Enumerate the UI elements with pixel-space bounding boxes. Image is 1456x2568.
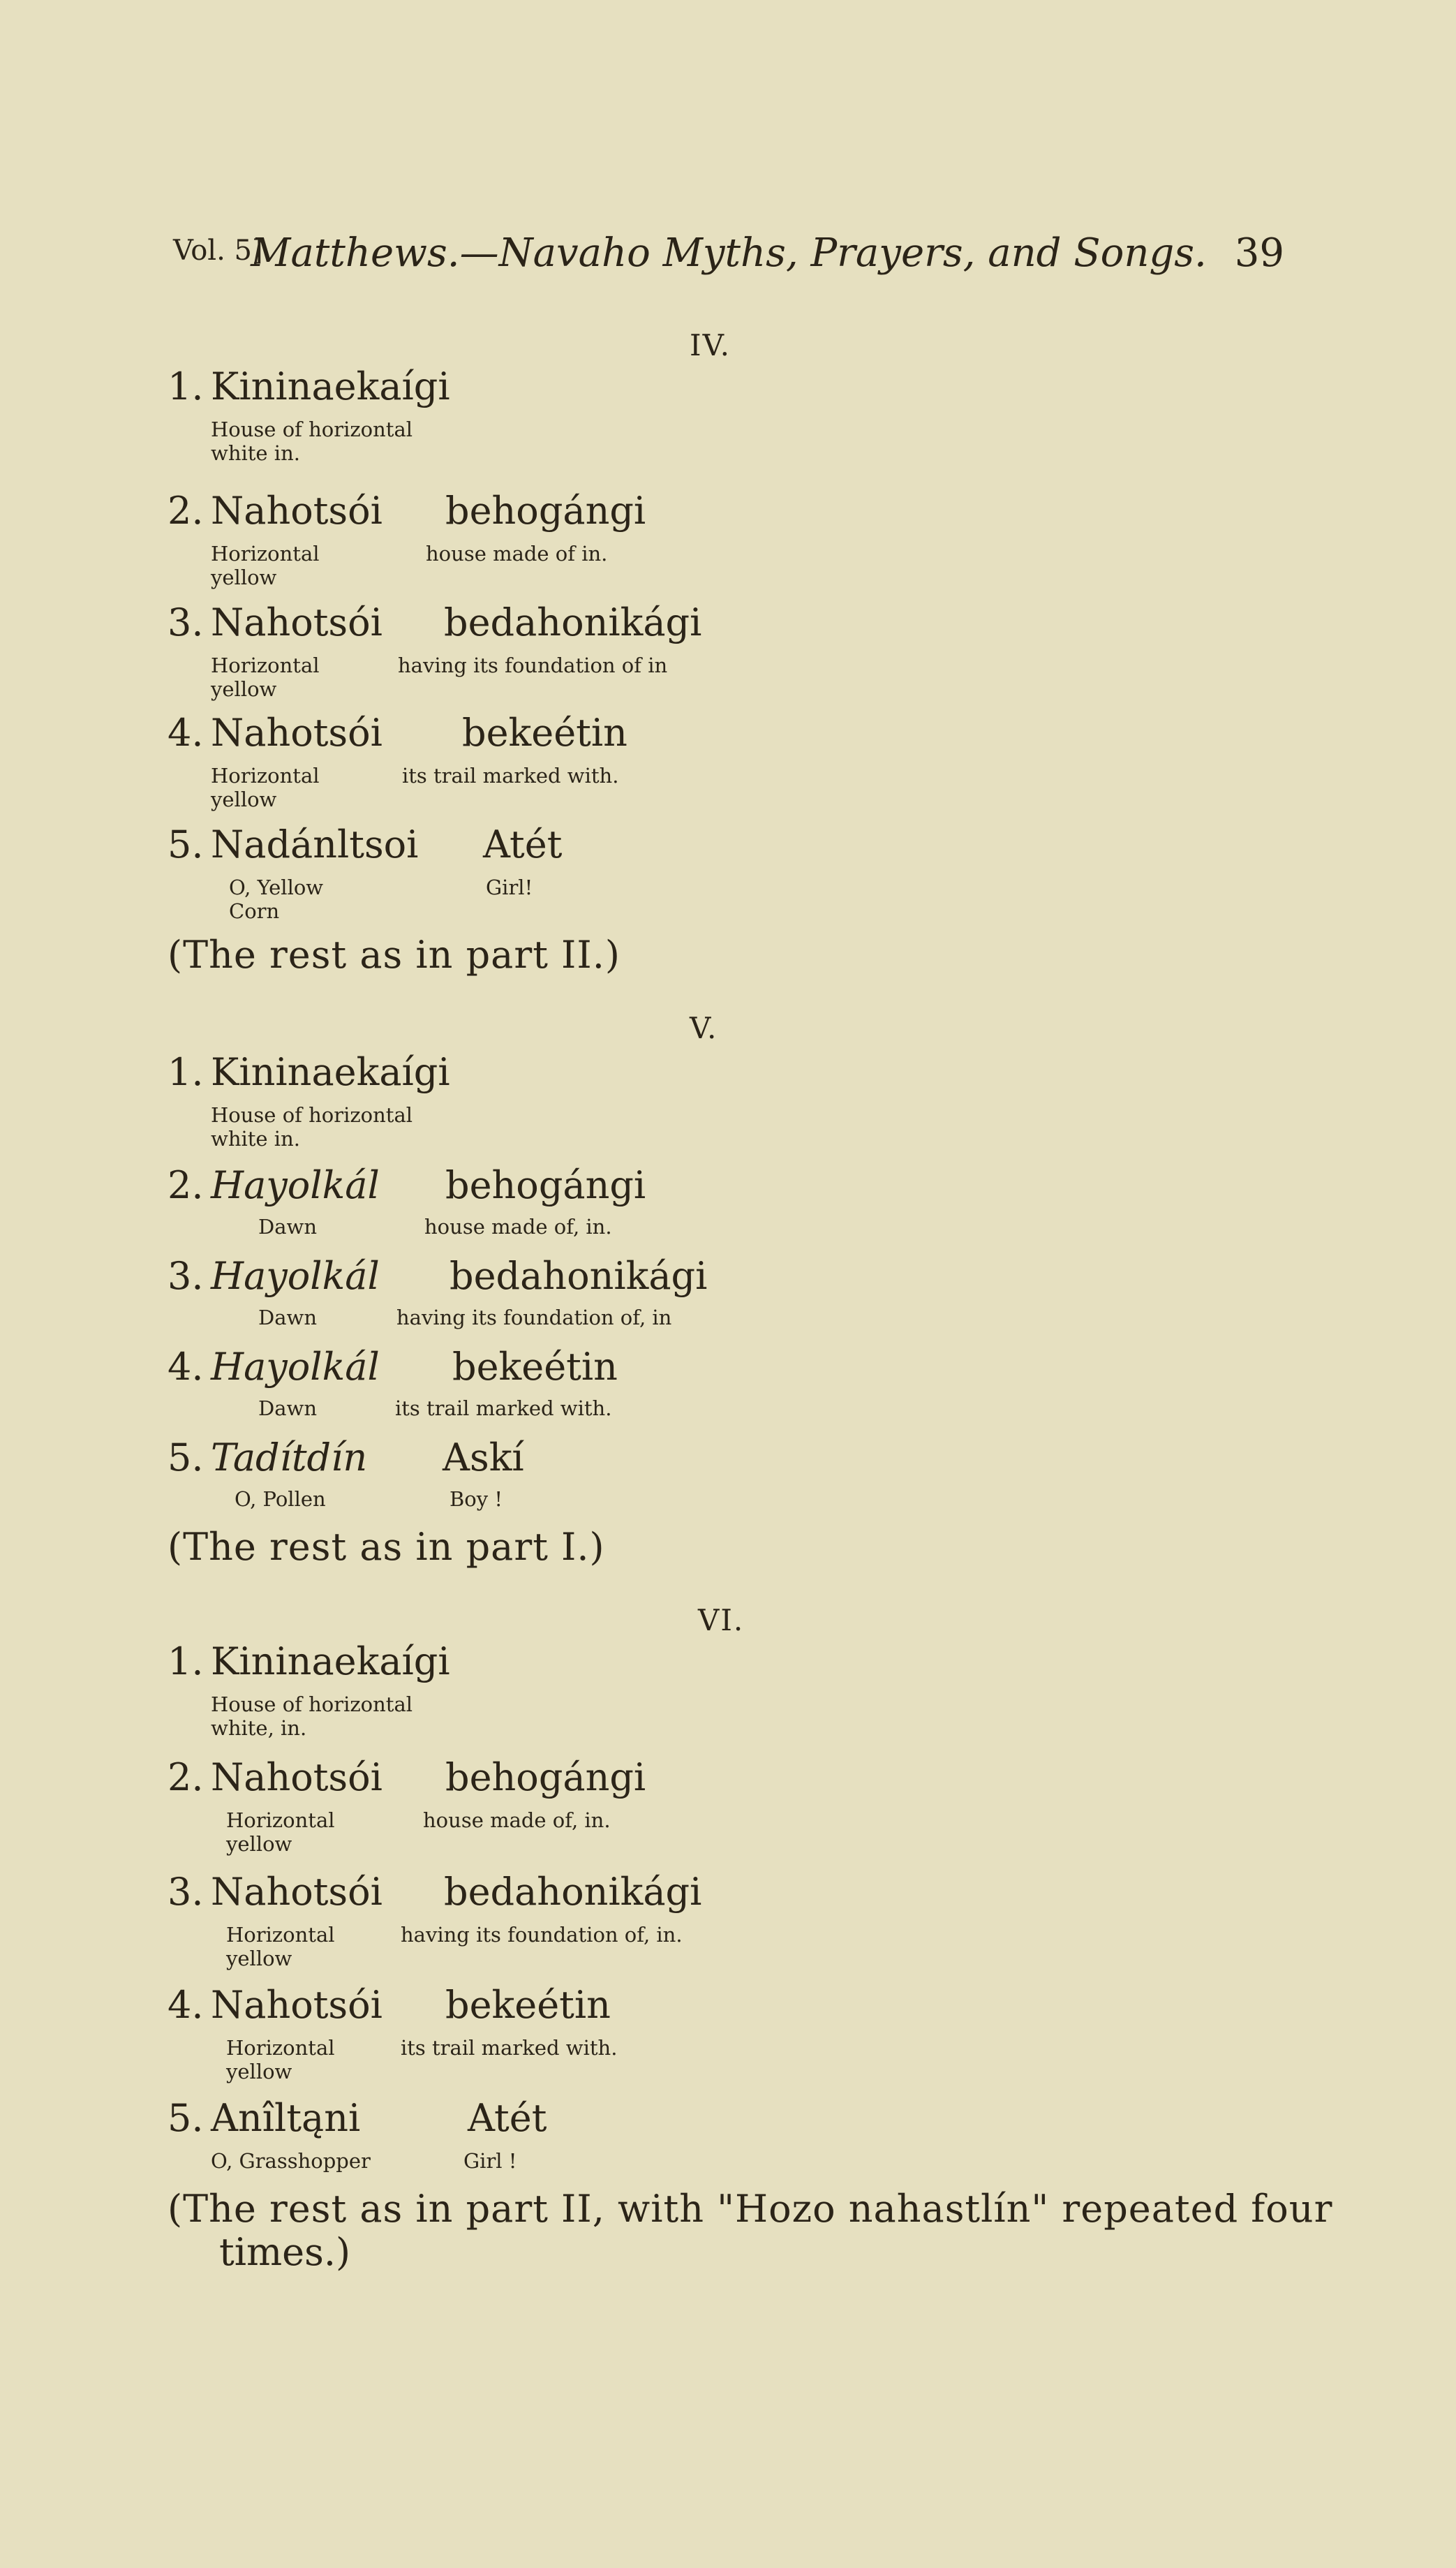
word-1: Kininaekaígi (211, 364, 450, 408)
gloss-1: House of horizontal white in. (211, 1103, 413, 1151)
word-1: Nahotsói (211, 1983, 382, 2027)
rest-note: (The rest as in part I.) (168, 1525, 605, 1569)
word-1: Hayolkál (211, 1345, 380, 1389)
running-title: Matthews.—Navaho Myths, Prayers, and Songs. (251, 230, 1207, 276)
section-heading: IV. (690, 328, 731, 362)
verse-line-5: 5. Tadítdín (168, 1436, 368, 1479)
gloss-2: its trail marked with. (401, 2036, 618, 2060)
word-1: Nahotsói (211, 1755, 382, 1799)
gloss-1: O, Yellow Corn (229, 876, 324, 923)
word-2: behogángi (445, 1755, 646, 1799)
word-1: Nahotsói (211, 600, 382, 644)
verse-line-3: 3. Nahotsói (168, 1870, 382, 1914)
gloss-2: house made of in. (426, 542, 608, 566)
word-2: Atét (483, 822, 563, 866)
verse-line-1: 1. Kininaekaígi (168, 1639, 450, 1683)
word-1: Nadánltsoi (211, 822, 419, 866)
gloss-1: Horizontal yellow (211, 542, 320, 589)
volume-label: Vol. 5] (173, 235, 263, 267)
verse-line-4: 4. Nahotsói (168, 1983, 382, 2027)
gloss-1: Dawn (258, 1306, 318, 1329)
gloss-1: O, Pollen (235, 1487, 326, 1511)
gloss-1: Horizontal yellow (211, 764, 320, 811)
rest-note-continued: times.) (219, 2230, 351, 2274)
word-1: Nahotsói (211, 711, 382, 755)
section-heading: VI. (698, 1603, 745, 1637)
word-2: Atét (468, 2096, 547, 2140)
gloss-2: its trail marked with. (402, 764, 619, 788)
rest-note: (The rest as in part II.) (168, 933, 621, 977)
gloss-1: Dawn (258, 1215, 318, 1239)
gloss-2: its trail marked with. (395, 1396, 612, 1420)
word-1: Anîltąni (211, 2096, 361, 2140)
page-header (173, 230, 1284, 286)
word-1: Hayolkál (211, 1163, 380, 1207)
gloss-1: House of horizontal white, in. (211, 1692, 413, 1740)
gloss-2: Girl! (486, 876, 533, 899)
gloss-2: Boy ! (450, 1487, 503, 1511)
word-2: behogángi (445, 489, 646, 533)
verse-line-5: 5. Anîltąni (168, 2096, 361, 2140)
word-1: Nahotsói (211, 1870, 382, 1914)
gloss-2: Girl ! (463, 2149, 517, 2173)
word-2: bekeétin (462, 711, 627, 755)
word-1: Kininaekaígi (211, 1639, 450, 1683)
gloss-2: having its foundation of, in. (401, 1923, 683, 1947)
word-1: Hayolkál (211, 1254, 380, 1298)
verse-line-1: 1. Kininaekaígi (168, 364, 450, 408)
word-1: Tadítdín (211, 1436, 368, 1479)
word-2: Askí (443, 1436, 524, 1479)
word-2: bekeétin (445, 1983, 611, 2027)
verse-line-3: 3. Nahotsói (168, 600, 382, 644)
verse-line-4: 4. Nahotsói (168, 711, 382, 755)
verse-line-5: 5. Nadánltsoi (168, 822, 419, 866)
word-1: Kininaekaígi (211, 1050, 450, 1094)
gloss-2: house made of, in. (423, 1808, 611, 1832)
verse-line-2: 2. Nahotsói (168, 1755, 382, 1799)
word-2: bekeétin (452, 1345, 618, 1389)
word-2: bedahonikági (444, 600, 702, 644)
rest-note: (The rest as in part II, with "Hozo nahastlín" repeated four (168, 2187, 1333, 2231)
verse-line-2: 2. Nahotsói (168, 489, 382, 533)
gloss-2: house made of, in. (424, 1215, 612, 1239)
gloss-1: Horizontal yellow (226, 1808, 335, 1856)
word-1: Nahotsói (211, 489, 382, 533)
gloss-2: having its foundation of, in (396, 1306, 672, 1329)
gloss-1: Horizontal yellow (211, 654, 320, 701)
gloss-1: Horizontal yellow (226, 1923, 335, 1970)
gloss-1: Dawn (258, 1396, 318, 1420)
gloss-1: Horizontal yellow (226, 2036, 335, 2083)
section-heading: V. (690, 1011, 718, 1045)
gloss-1: House of horizontal white in. (211, 418, 413, 465)
word-2: behogángi (445, 1163, 646, 1207)
gloss-1: O, Grasshopper (211, 2149, 371, 2173)
verse-line-3: 3. Hayolkál (168, 1254, 380, 1298)
page-number: 39 (1234, 230, 1284, 276)
verse-line-4: 4. Hayolkál (168, 1345, 380, 1389)
word-2: bedahonikági (444, 1870, 702, 1914)
gloss-2: having its foundation of in (398, 654, 668, 677)
verse-line-2: 2. Hayolkál (168, 1163, 380, 1207)
word-2: bedahonikági (450, 1254, 708, 1298)
verse-line-1: 1. Kininaekaígi (168, 1050, 450, 1094)
